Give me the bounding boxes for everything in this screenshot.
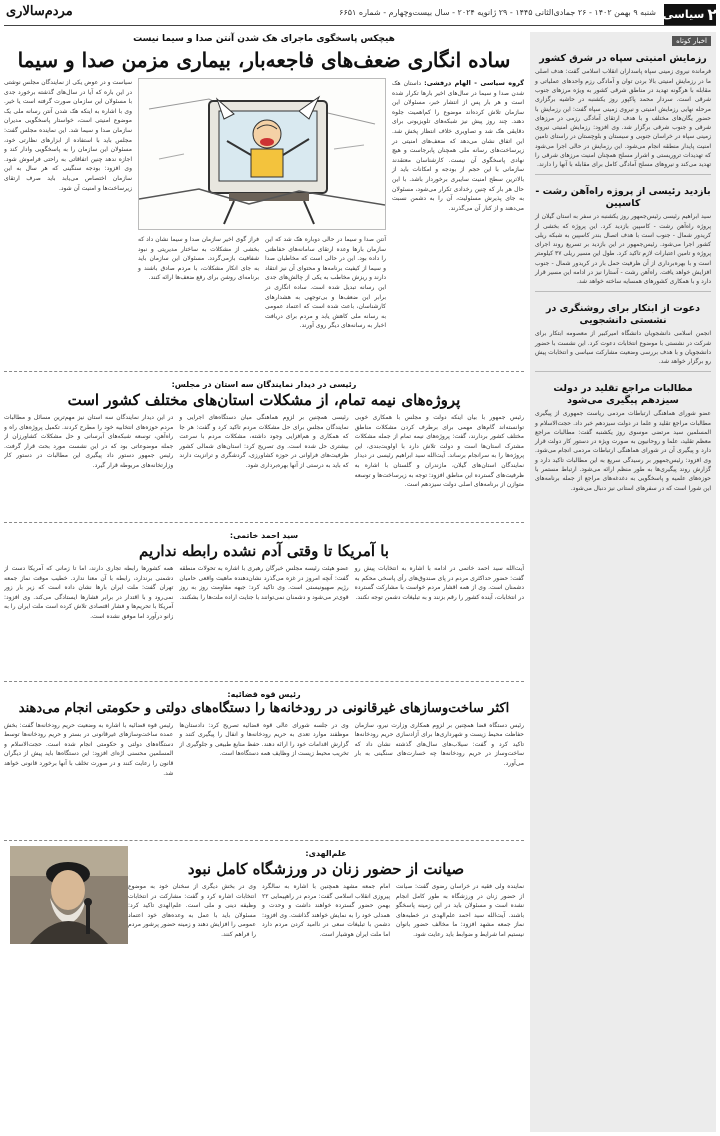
article-columns [128,882,524,940]
article-columns [4,413,524,490]
paper-name: مردم‌سالاری [6,4,73,19]
section-name: سیاسی [662,8,705,21]
sidebar-news [530,32,716,1132]
issue-line: شنبه ۹ بهمن ۱۴۰۲ - ۲۶ جمادی‌الثانی ۱۴۴۵ - ۲۹ ژانویه ۲۰۲۴ - سال بیست‌وچهارم - شماره ۶۶۵۱ [339,8,656,17]
divider [535,291,711,292]
lead-column-right [392,78,524,366]
article-body: رئیسی همچنین بر لزوم هماهنگی میان دستگاه‌های اجرایی و نمایندگان مجلس برای حل مشکلات مردم تاکید کرد و گفت: هر جا که همکاری و هم‌افزایی وجود داشته، مشکلات مردم با سرعت بیشتری حل شده است. وی تصریح کرد: استان‌های شمالی کشور ظرفیت‌های فراوانی در حوزه کشاورزی، گردشگری و ترانزیت دارند که باید به درستی از آنها بهره‌برداری شود. [179,414,349,469]
lead-body: فراز گوی اخیر سازمان صدا و سیما نشان داد که بخشی از مشکلات به ساختار مدیریتی و نبود شفافیت بازمی‌گردد. مسئولان این سازمان باید به جای انکار مشکلات، با مردم صادق باشند و برنامه‌ای روشن برای رفع ضعف‌ها ارائه کنند. [138,236,259,282]
article-columns [4,564,524,622]
lead-kicker: هیچکس پاسخگوی ماجرای هک شدن آنتن صدا و سیما نیست [133,34,395,44]
tv-cartoon-icon [139,79,385,229]
sidebar-item [535,376,711,493]
sidebar-item-title[interactable]: دعوت از ابتکار برای روشنگری در نشستی دانشجویی [546,302,700,327]
sidebar-item [535,296,711,367]
article-kicker: رئیسی در دیدار نمایندگان سه استان در مجلس: [171,380,357,389]
article-body: آیت‌الله سید احمد خاتمی در ادامه با اشاره به انتخابات پیش رو گفت: حضور حداکثری مردم در پای صندوق‌های رأی پاسخی محکم به دشمنان است. وی از همه اقشار مردم خواست با مشارکت گسترده در انتخابات، آینده کشور را رقم بزنند و به تبلیغات دشمن توجه نکنند. [354,565,524,601]
cleric-portrait-photo [10,846,128,944]
article-khatami [4,528,524,676]
article-body: وی در بخش دیگری از سخنان خود به موضوع انتخابات اشاره کرد و گفت: مشارکت در انتخابات وظیفه دینی و ملی است. علم‌الهدی تاکید کرد: مسئولان باید با عمل به وعده‌های خود اعتماد عمومی را افزایش دهند و زمینه حضور پرشور مردم را فراهم کنند. [128,883,256,938]
lead-body: داستان هک شدن صدا و سیما در سال‌های اخیر بارها تکرار شده است و هر بار پس از انتشار خبر، مسئولان این سازمان تلاش کرده‌اند موضوع را کم‌اهمیت جلوه دهند. چند روز پیش نیز شبکه‌های تلویزیونی برای دقایقی هک شد و تصاویری خلاف انتظار پخش شد. این اتفاق نشان می‌دهد که ضعف‌های امنیتی در زیرساخت‌های رسانه ملی همچنان پابرجاست و هیچ نهادی پاسخگوی آن نیست. کارشناسان معتقدند سازمانی با این حجم از بودجه و امکانات باید از بالاترین سطح امنیت سایبری برخوردار باشد. با این حال هر بار که چنین رخدادی تکرار می‌شود، مسئولان به جای پذیرش مسئولیت، آن را به دشمن نسبت می‌دهند و از کنار آن می‌گذرند. [392,80,524,212]
lead-article [4,78,524,366]
sidebar-item [535,179,711,287]
article-headline[interactable]: صیانت از حضور زنان در ورزشگاه کامل نبود [187,860,465,878]
article-headline[interactable]: پروژه‌های نیمه تمام، از مشکلات استان‌های مختلف کشور است [67,391,461,409]
cartoon-tv-illustration [138,78,386,230]
sidebar-item-body: عضو شورای هماهنگی ارتباطات مردمی ریاست جمهوری از پیگیری مطالبات مراجع تقلید و علما در دولت سیزدهم خبر داد. حجت‌الاسلام و المسلمین سید مرتضی موسوی روز یکشنبه گفت: مطالبات مراجع معظم تقلید، علما و روحانیون به صورت ویژه در دستور کار دولت قرار دارد و پیگیری آن در شورای هماهنگی ارتباطات مردمی انجام می‌شود. وی افزود: رئیس‌جمهور بر رسیدگی سریع به این مطالبات تاکید دارد و گزارش روند پیگیری‌ها به طور منظم ارائه می‌شود. ارتباط مستمر با حوزه‌های علمیه و پاسخگویی به دغدغه‌های مراجع از جمله برنامه‌های این شورا است که در سفرهای استانی نیز دنبال می‌شود. [535,410,711,492]
sidebar-tag: اخبار کوتاه [672,36,711,46]
divider [4,681,524,682]
article-kicker: رئیس قوه قضائیه: [227,690,301,699]
sidebar-item-title[interactable]: بازدید رئیسی از پروژه راه‌آهن رشت - کاسپین [535,185,711,209]
main-content [4,32,524,1132]
lead-body: آنتن صدا و سیما در حالی دوباره هک شد که این سازمان بارها وعده ارتقای سامانه‌های حفاظتی را داده بود. این در حالی است که مخاطبان صدا و سیما از کیفیت برنامه‌ها و محتوای آن نیز انتقاد دارند و ریزش مخاطب به یکی از چالش‌های جدی این رسانه تبدیل شده است. ساده انگاری در برابر این ضعف‌ها و بی‌توجهی به هشدارهای کارشناسان، باعث شده است که اعتماد عمومی به رسانه ملی کاهش یابد و مردم برای دریافت اخبار به رسانه‌های دیگر روی آورند. [265,236,386,330]
article-judiciary [4,687,524,835]
divider [4,840,524,841]
sidebar-item-title[interactable]: رزمایش امنیتی سپاه در شرق کشور [539,53,707,64]
sidebar-item-body: انجمن اسلامی دانشجویان دانشگاه امیرکبیر از معصومه ابتکار برای شرکت در نشستی با موضوع انتخابات دعوت کرد. این نشست با حضور دانشجویان و با هدف بررسی وضعیت مشارکت سیاسی و انتخابات پیش رو برگزار خواهد شد. [535,330,711,366]
page-number: ۲ [707,5,718,24]
article-headline[interactable]: اکثر ساخت‌وسازهای غیرقانونی در رودخانه‌ها را دستگاه‌های دولتی و حکومتی انجام می‌دهند [18,701,510,716]
portrait-icon [10,846,128,944]
byline: گروه سیاسی - الهام درفشی: [424,79,524,87]
article-body: امام جمعه مشهد همچنین با اشاره به سالگرد پیروزی انقلاب اسلامی گفت: مردم در راهپیمایی ۲۲ بهمن حضور گسترده خواهند داشت و وحدت و همدلی خود را به نمایش خواهند گذاشت. وی افزود: دشمن با تبلیغات سعی در ناامید کردن مردم دارد اما ملت ایران هوشیار است. [262,883,390,938]
article-alamolhoda [4,846,524,996]
article-raisi-projects [4,377,524,517]
article-headline[interactable]: با آمریکا تا وقتی آدم نشده رابطه نداریم [139,542,389,560]
lead-bottom-columns [138,235,386,331]
divider [535,174,711,175]
article-body: در این دیدار نمایندگان سه استان نیز مهم‌ترین مسائل و مطالبات مردم حوزه‌های انتخابیه خود را مطرح کردند. تکمیل پروژه‌های راه و راه‌آهن، توسعه شبکه‌های آبرسانی و حل مشکلات کشاورزان از جمله موضوعاتی بود که در این نشست مورد بحث قرار گرفت. رئیس جمهور دستور داد پیگیری این مطالبات در دستور کار وزارتخانه‌های مربوطه قرار گیرد. [4,414,174,469]
article-body: رئیس قوه قضائیه با اشاره به وضعیت حریم رودخانه‌ها گفت: بخش عمده ساخت‌وسازهای غیرقانونی در بستر و حریم رودخانه‌ها توسط دستگاه‌های دولتی و حکومتی انجام شده است. حجت‌الاسلام و المسلمین محسنی اژه‌ای افزود: این دستگاه‌ها باید پیش از دیگران قانون را رعایت کنند و در صورت تخلف با آنها برخورد قانونی خواهد شد. [4,721,174,777]
lead-headline[interactable]: ساده انگاری ضعف‌های فاجعه‌بار، بیماری مزمن صدا و سیما [17,48,511,72]
article-columns [4,721,524,779]
section-label [664,4,716,25]
article-kicker: سید احمد خاتمی: [229,531,299,540]
article-body: رئیس جمهور با بیان اینکه دولت و مجلس با همکاری خوبی توانسته‌اند گام‌های مهمی برای برطرف کردن مشکلات مناطق مختلف کشور بردارند، گفت: پروژه‌های نیمه تمام از جمله مشکلات مشترک استان‌ها است و دولت تلاش دارد با اولویت‌بندی، این پروژه‌ها را به سرانجام برساند. آیت‌الله سید ابراهیم رئیسی در دیدار نمایندگان استان‌های گیلان، مازندران و گلستان با اشاره به ظرفیت‌های گسترده این مناطق افزود: توجه به زیرساخت‌ها و توسعه متوازن از برنامه‌های اصلی دولت سیزدهم است. [354,414,524,489]
divider [4,371,524,372]
sidebar-item-body: سید ابراهیم رئیسی رئیس‌جمهور روز یکشنبه در سفر به استان گیلان از پروژه راه‌آهن رشت - کاسپین بازدید کرد. این پروژه که بخشی از کریدور شمال - جنوب است با هدف اتصال بندر کاسپین به شبکه ریلی کشور اجرا می‌شود. رئیس‌جمهور در این بازدید بر تسریع روند اجرای پروژه و تامین اعتبارات لازم تاکید کرد. طول این مسیر ریلی ۳۷ کیلومتر است و با بهره‌برداری از آن ظرفیت حمل بار در کریدور شمال - جنوب افزایش خواهد یافت. راه‌آهن رشت - آستارا نیز در ادامه این مسیر قرار دارد و با همکاری کشورهای همسایه ساخته خواهد شد. [535,213,711,286]
divider [4,522,524,523]
divider [535,371,711,372]
article-body: عضو هیئت رئیسه مجلس خبرگان رهبری با اشاره به تحولات منطقه گفت: آنچه امروز در غزه می‌گذرد نشان‌دهنده ماهیت واقعی حامیان رژیم صهیونیستی است. وی تاکید کرد: جبهه مقاومت روز به روز قوی‌تر می‌شود و دشمنان نمی‌توانند با جنایت اراده ملت‌ها را بشکنند. [179,565,349,601]
sidebar-item-body: فرمانده نیروی زمینی سپاه پاسداران انقلاب اسلامی گفت: هدف اصلی ما در رزمایش امنیتی بالا بردن توان و آمادگی رزم واحدهای عملیاتی و مقابله با هرگونه تهدید در مناطق شرقی کشور به ویژه مرزهای جنوب شرقی است. سردار محمد پاکپور روز یکشنبه در حاشیه برگزاری مرحله نهایی رزمایش امنیتی و نیروی زمینی سپاه گفت: این رزمایش با حضور یگان‌های مختلف و با هدف ارتقای آمادگی رزمی در مرزهای شرقی و جنوب شرقی برگزار شد. وی افزود: رزمایش امنیتی نیروی زمینی سپاه در خراسان جنوبی و سیستان و بلوچستان در راستای تامین امنیت پایدار منطقه انجام می‌شود. این رزمایش در حالی اجرا می‌شود که تهدیدات تروریستی و اشرار مسلح همچنان امنیت مرزهای شرقی را تهدید می‌کند و نیروهای مسلح آمادگی کامل برای مقابله با آنها را دارند. [535,68,711,169]
masthead [4,4,716,26]
lead-illustration-column [138,78,386,366]
article-body: وی در جلسه شورای عالی قوه قضائیه تصریح کرد: دادستان‌ها موظفند موارد تعدی به حریم رودخانه‌ها و انفال را پیگیری کنند و گزارش اقدامات خود را ارائه دهند. حفظ منابع طبیعی و جلوگیری از تخریب محیط زیست از وظایف همه دستگاه‌ها است. [179,721,349,758]
article-body: نماینده ولی فقیه در خراسان رضوی گفت: صیانت از حضور زنان در ورزشگاه به طور کامل انجام نشده است و مسئولان باید در این زمینه پاسخگو باشند. آیت‌الله سید احمد علم‌الهدی در خطبه‌های نماز جمعه مشهد افزود: ما مخالف حضور بانوان نیستیم اما شرایط و ضوابط باید رعایت شود. [396,883,524,938]
sidebar-item [535,46,711,170]
article-body: رئیس دستگاه قضا همچنین بر لزوم همکاری وزارت نیرو، سازمان حفاظت محیط زیست و شهرداری‌ها برای آزادسازی حریم رودخانه‌ها تاکید کرد و گفت: سیلاب‌های سال‌های گذشته نشان داد که ساخت‌وساز در حریم رودخانه‌ها چه خسارت‌های سنگینی به بار می‌آورد. [354,721,524,767]
article-body: همه کشورها رابطه تجاری دارند، اما تا زمانی که آمریکا دست از دشمنی برندارد، رابطه با آن معنا ندارد. خطیب موقت نماز جمعه تهران گفت: ملت ایران بارها نشان داده است که زیر بار زور نمی‌رود و با اقتدار در برابر فشارها ایستادگی می‌کند. وی افزود: آمریکا با تحریم‌ها و فشار اقتصادی تلاش کرده است ملت ایران را به زانو درآورد اما موفق نشده است. [4,565,174,620]
article-kicker: علم‌الهدی: [305,849,347,858]
sidebar-item-title[interactable]: مطالبات مراجع تقلید در دولت سیزدهم پیگیری می‌شود [553,382,693,406]
lead-column-left: سیاست و در عوض یکی از نمایندگان مجلس نوشتی در این باره که آیا در سال‌های گذشته برخورد جدی با مسئولان این سازمان صورت گرفته است یا خیر. وی با اشاره به اینکه هک شدن آنتن رسانه ملی یک موضوع امنیتی است، خواستار پاسخگویی مدیران سازمان صدا و سیما شد. این نماینده مجلس گفت: مجلس باید با استفاده از ابزارهای نظارتی خود، مسئولان این سازمان را به پاسخگویی وادار کند و اجازه ندهد چنین اتفاقاتی به راحتی فراموش شود. وی افزود: بودجه سنگینی که هر سال به این سازمان اختصاص می‌یابد باید صرف ارتقای زیرساخت‌ها و امنیت آن شود. [4,79,132,192]
